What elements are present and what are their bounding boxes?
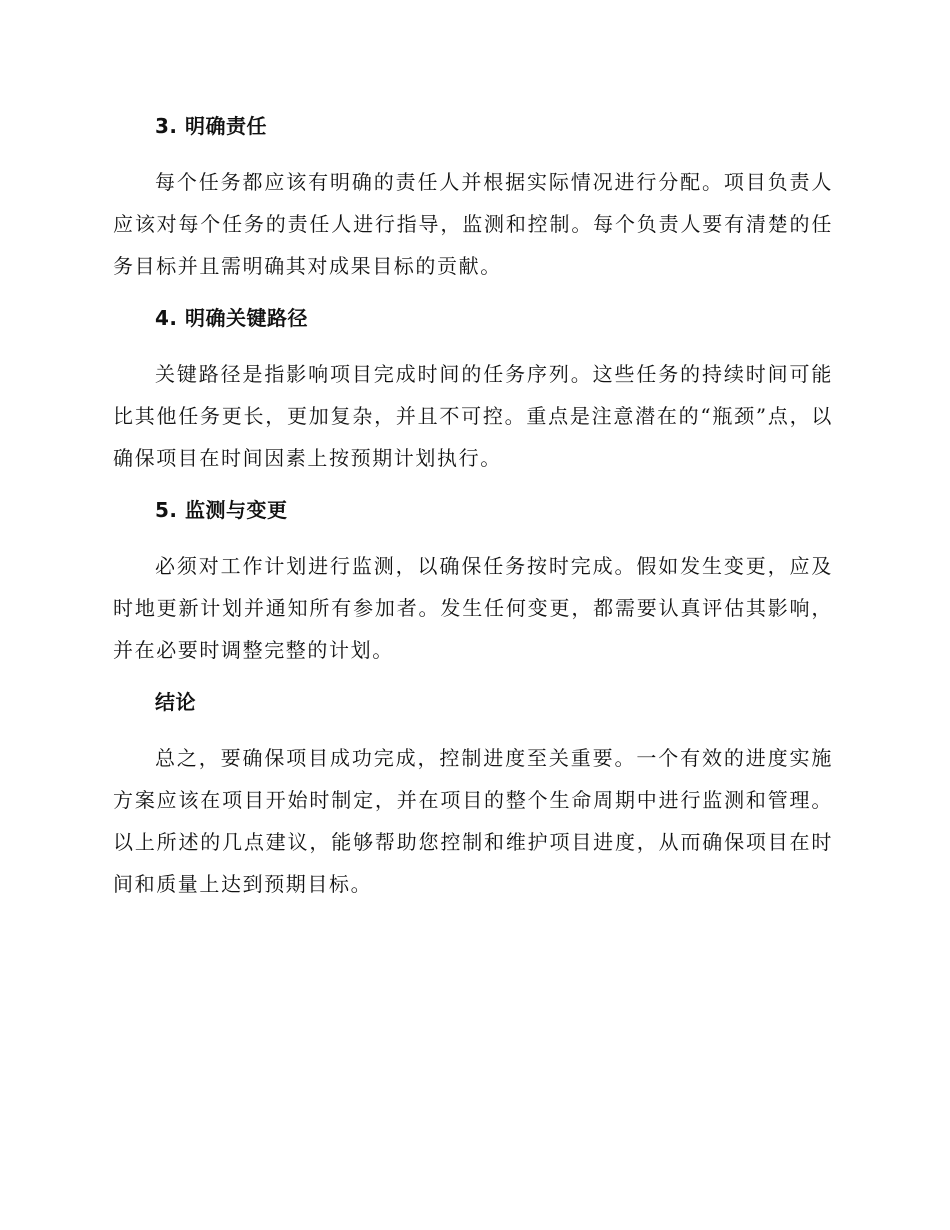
section-heading-critical-path: 4. 明确关键路径 [155, 306, 308, 330]
section-heading-monitoring-change: 5. 监测与变更 [155, 498, 288, 522]
section-heading-clarify-responsibility: 3. 明确责任 [155, 114, 267, 138]
section-heading-conclusion: 结论 [155, 690, 196, 714]
section-body-critical-path: 关键路径是指影响项目完成时间的任务序列。这些任务的持续时间可能比其他任务更长，更加复杂，并且不可控。重点是注意潜在的“瓶颈”点，以确保项目在时间因素上按预期计划执行。 [113, 362, 833, 470]
section-body-conclusion: 总之，要确保项目成功完成，控制进度至关重要。一个有效的进度实施方案应该在项目开始时制定，并在项目的整个生命周期中进行监测和管理。以上所述的几点建议，能够帮助您控制和维护项目进度，从而确保项目在时间和质量上达到预期目标。 [113, 746, 833, 896]
document-content [113, 108, 833, 918]
section-body-monitoring-change: 必须对工作计划进行监测，以确保任务按时完成。假如发生变更，应及时地更新计划并通知所有参加者。发生任何变更，都需要认真评估其影响，并在必要时调整完整的计划。 [113, 554, 833, 662]
section-body-clarify-responsibility: 每个任务都应该有明确的责任人并根据实际情况进行分配。项目负责人应该对每个任务的责任人进行指导，监测和控制。每个负责人要有清楚的任务目标并且需明确其对成果目标的贡献。 [113, 170, 833, 278]
